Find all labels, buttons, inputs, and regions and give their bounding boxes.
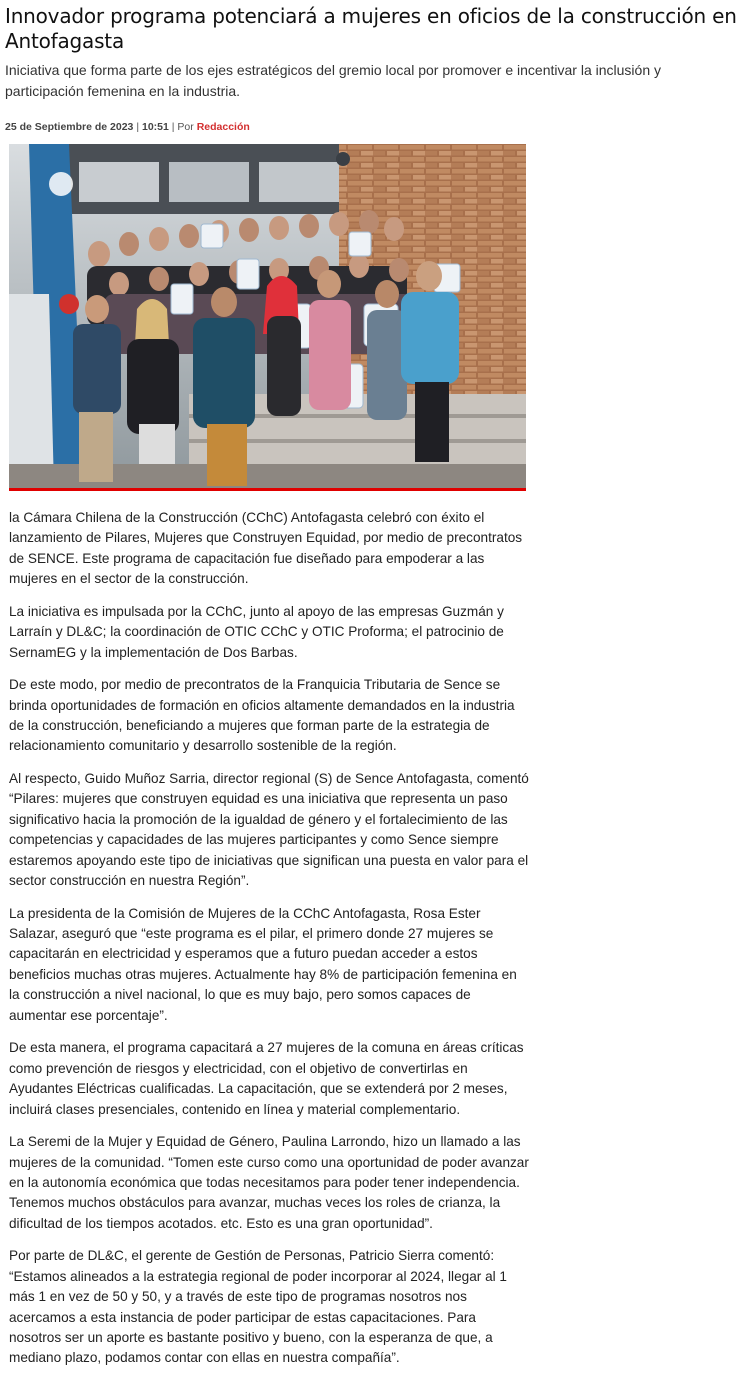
author-link[interactable]: Redacción xyxy=(196,121,250,133)
paragraph: La iniciativa es impulsada por la CChC, junto al apoyo de las empresas Guzmán y Larraín y DL&C; la coordinación de OTIC CChC y OTIC Proforma; el patrocinio de SernamEG y la implementación de Dos Barbas. xyxy=(9,603,504,660)
meta-separator: | xyxy=(171,121,175,133)
paragraph: La Seremi de la Mujer y Equidad de Género, Paulina Larrondo, hizo un llamado a las mujeres de la comunidad. “Tomen este curso como una oportunidad de poder avanzar en la autonomía económica que todas necesitamos para poder tener independencia. Tenemos muchos obstáculos para avanzar, muchas veces los roles de crianza, la dificultad de los tiempos acotados. etc. Esto es una gran oportunidad”. xyxy=(9,1134,529,1231)
article-meta xyxy=(5,121,745,133)
article-photo xyxy=(9,144,526,491)
paragraph: la Cámara Chilena de la Construcción (CChC) Antofagasta celebró con éxito el lanzamiento de Pilares, Mujeres que Construyen Equidad, por medio de precontratos de SENCE. Este programa de capacitación fue diseñado para empoderar a las mujeres en el sector de la construcción. xyxy=(9,510,523,587)
paragraph: Por parte de DL&C, el gerente de Gestión de Personas, Patricio Sierra comentó: “Estamos alineados a la estrategia regional de poder incorporar al 2024, llegar al 1 más 1 en vez de 50 y 50, y a través de este tipo de programas nosotros nos acercamos a esta instancia de poder participar de estas capacitaciones. Para nosotros ser un aporte es bastante positivo y bueno, con la esperanza de que, a mediano plazo, podamos contar con ellas en nuestra compañía”. xyxy=(9,1248,507,1366)
paragraph: De este modo, por medio de precontratos de la Franquicia Tributaria de Sence se brinda oportunidades de formación en oficios altamente demandados en la industria de la construcción, beneficiando a mujeres que forman parte de la estrategia de relacionamiento comunitario y desarrollo sostenible de la región. xyxy=(9,677,515,754)
article-header xyxy=(5,4,745,133)
publish-time: 10:51 xyxy=(141,121,169,133)
paragraph: La presidenta de la Comisión de Mujeres de la CChC Antofagasta, Rosa Ester Salazar, aseguró que “este programa es el pilar, el primero donde 27 mujeres se capacitarán en electricidad y esperamos que a futuro puedan acceder a estos beneficios muchas otras mujeres. Actualmente hay 8% de participación femenina en la construcción a nivel nacional, lo que es muy bajo, pero somos capaces de aumentar ese porcentaje”. xyxy=(9,905,517,1023)
article-subtitle: Iniciativa que forma parte de los ejes estratégicos del gremio local por promover e incentivar la inclusión y participación femenina en la industria. xyxy=(5,62,661,99)
paragraph: Al respecto, Guido Muñoz Sarria, director regional (S) de Sence Antofagasta, comentó “Pilares: mujeres que construyen equidad es una iniciativa que representa un paso significativo hacia la promoción de la igualdad de género y el fortalecimiento de las competencias y capacidades de las mujeres participantes y como Sence siempre estaremos apoyando este tipo de iniciativas que significan una puesta en valor para el sector construcción en nuestra Región”. xyxy=(9,771,529,889)
publish-date: 25 de Septiembre de 2023 xyxy=(5,121,134,133)
meta-separator: | xyxy=(136,121,140,133)
by-label: Por xyxy=(177,121,194,133)
group-photo-illustration xyxy=(9,144,526,488)
article-title: Innovador programa potenciará a mujeres en oficios de la construcción en Antofagasta xyxy=(5,4,737,53)
article-body xyxy=(9,508,529,1381)
paragraph: De esta manera, el programa capacitará a 27 mujeres de la comuna en áreas críticas como prevención de riesgos y electricidad, con el objetivo de convertirlas en Ayudantes Eléctricas cualificadas. La capacitación, que se extenderá por 2 meses, incluirá clases presenciales, contenido en línea y material complementario. xyxy=(9,1040,524,1117)
